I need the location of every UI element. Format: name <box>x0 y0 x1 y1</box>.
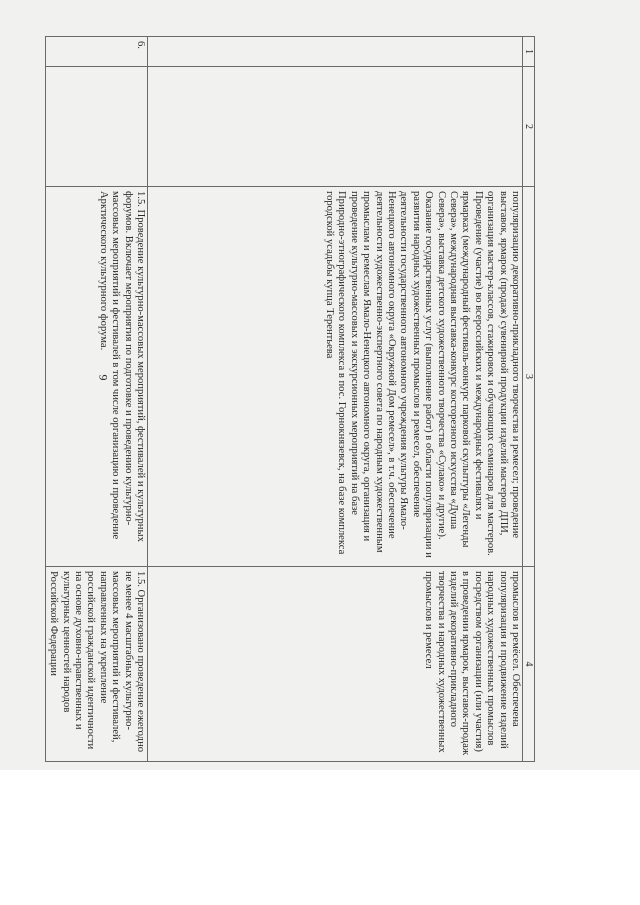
row-number-cell: 6. <box>45 37 147 67</box>
name-cell <box>148 67 523 187</box>
rotated-table-wrapper <box>0 36 535 761</box>
measures-table <box>45 36 535 762</box>
table-row <box>148 37 523 762</box>
header-cell-2: 2 <box>523 67 535 187</box>
page-number: 9 <box>96 374 111 381</box>
result-cell: 1.5. Организовано проведение ежегодно не менее 4 масштабных культурно-массовых мероприятий и фестивалей, направленных на укрепление российской гражданской идентичности на основе духовно-нравственных и культурных ценностей народов Российской Федерации <box>45 567 147 762</box>
table-header-row <box>523 37 535 762</box>
header-cell-3: 3 <box>523 187 535 567</box>
result-cell: промыслов и ремёсел. Обеспечена популяризация и продвижение изделий народных художественных промыслов посредством организации (или участия) в проведении ярмарок, выставок-продаж изделий декоративно-прикладного творчества и народных художественных промыслов и ремесел <box>148 567 523 762</box>
activity-description-cell: 1.5. Проведение культурно-массовых мероприятий, фестивалей и культурных форумов. Включает мероприятия по подготовке и проведению культурно-массовых мероприятий и фестивалей в том числе организацию и проведение Арктического культурного форума. <box>45 187 147 567</box>
header-cell-4: 4 <box>523 567 535 762</box>
header-cell-1: 1 <box>523 37 535 67</box>
name-cell <box>45 67 147 187</box>
table-row <box>45 37 147 762</box>
row-number-cell <box>148 37 523 67</box>
activity-description-cell: популяризацию декоративно-прикладного творчества и ремесел; проведение выставок, ярмарок (продаж) сувенирной продукции изделий мастеров ДПИ, организация мастер-классов, стажировок и обучающих семинаров для мастеров. Проведение (участие) во всероссийских и международных фестивалях и ярмарках (международный фестиваль-конкурс парковой скульптуры «Легенды Севера», международная выставка-конкурс косторезного искусства «Душа Севера», выставка детского художественного творчества «Сулако» и другие). Оказание государственных услуг (выполнение работ) в области популяризации и развития народных художественных промыслов и ремесел, обеспечение деятельности государственного автономного учреждения культуры Ямало-Ненецкого автономного округа «Окружной Дом ремесел», в т.ч. обеспечение деятельности художественно-экспертного совета по народным художественным промыслам и ремеслам Ямало-Ненецкого автономного округа, организация и проведение культурно-массовых и экскурсионных мероприятий на базе Природно-этнографического комплекса в пос. Горнокнязевск, на базе комплекса городской усадьбы купца Терентьева <box>148 187 523 567</box>
